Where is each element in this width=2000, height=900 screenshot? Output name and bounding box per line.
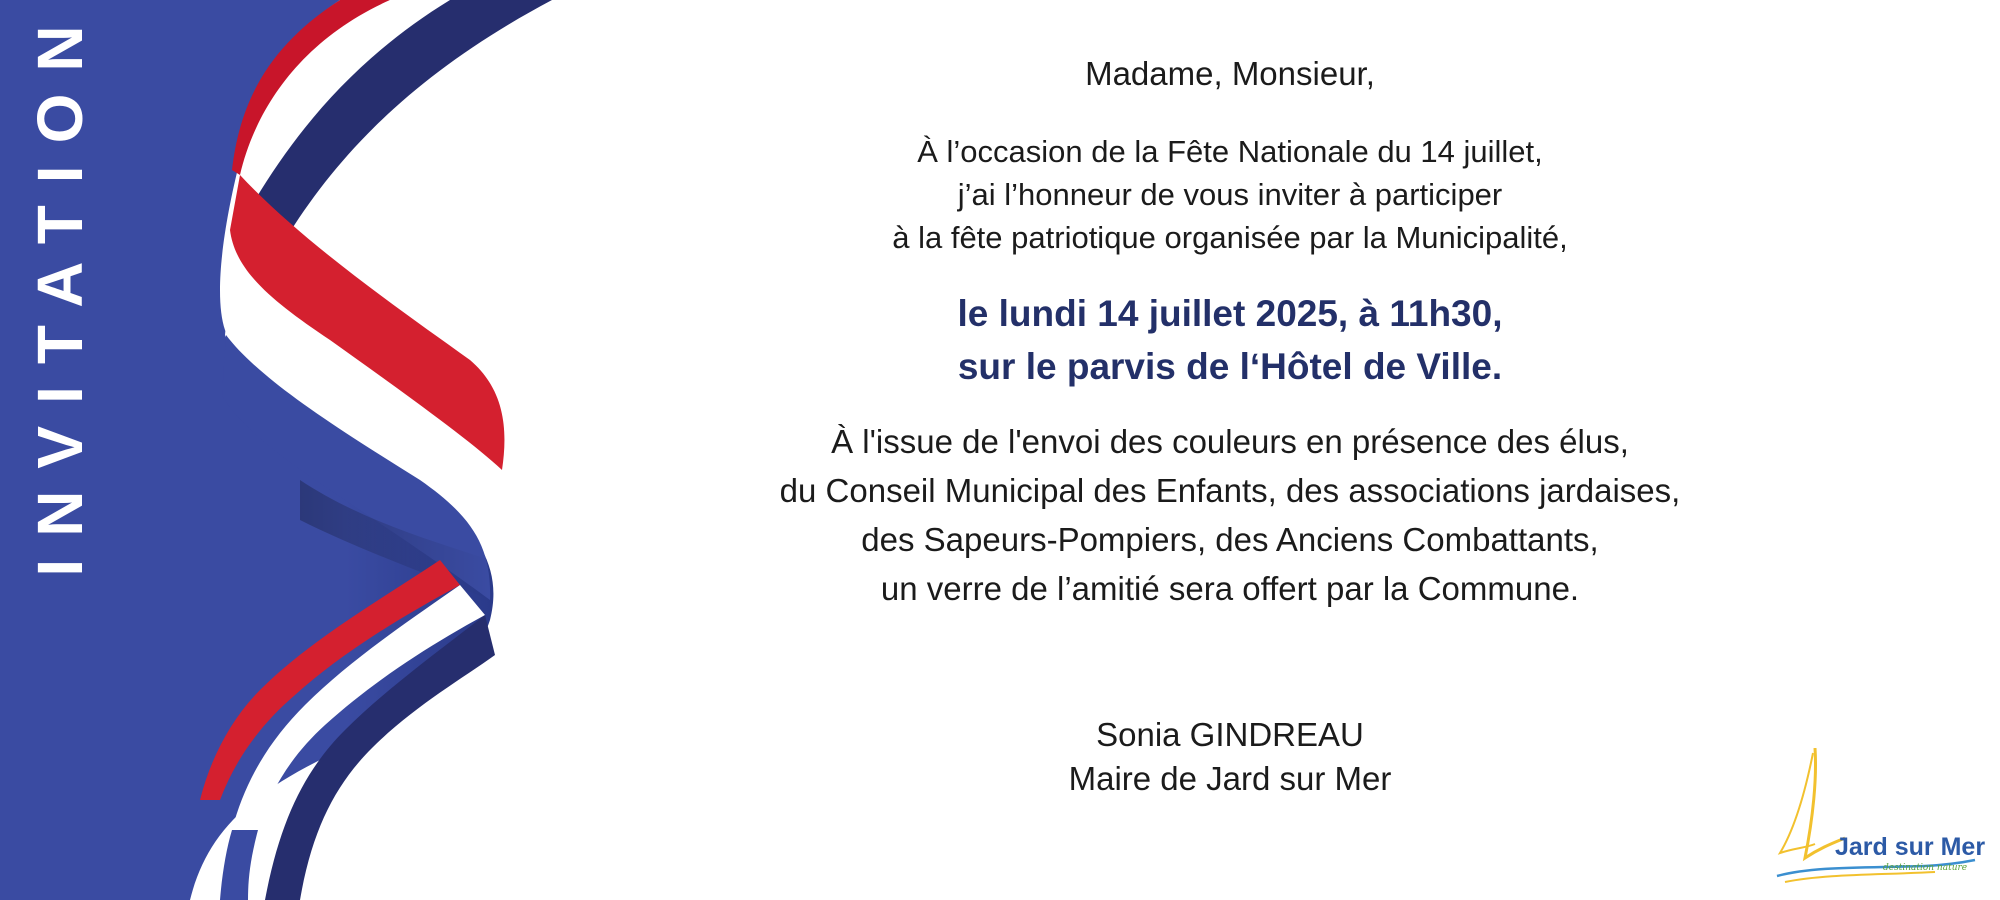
event-date-line: le lundi 14 juillet 2025, à 11h30, — [957, 293, 1503, 334]
jard-sur-mer-logo — [1775, 748, 1990, 888]
details-line: À l'issue de l'envoi des couleurs en présence des élus, — [831, 423, 1629, 460]
details-line: un verre de l’amitié sera offert par la Commune. — [880, 570, 1580, 607]
signatory-name: Sonia GINDREAU — [1096, 716, 1364, 753]
signatory-title: Maire de Jard sur Mer — [1068, 760, 1392, 797]
event-place-line: sur le parvis de l‘Hôtel de Ville. — [957, 346, 1503, 387]
logo-wordmark: Jard sur Mer — [1835, 833, 1986, 861]
event-date-place — [680, 287, 1780, 393]
intro-line: j’ai l’honneur de vous inviter à participer — [957, 177, 1503, 212]
intro-line: à la fête patriotique organisée par la Municipalité, — [892, 220, 1568, 255]
intro-paragraph — [680, 130, 1780, 259]
logo-tagline: destination nature — [1883, 863, 1968, 873]
signature-block — [680, 713, 1780, 801]
invitation-vertical-title: INVITATION — [24, 3, 96, 577]
details-line: du Conseil Municipal des Enfants, des associations jardaises, — [779, 472, 1681, 509]
left-banner-panel — [0, 0, 560, 900]
ribbon-lower-blue-edge — [220, 830, 258, 900]
salutation: Madame, Monsieur, — [1085, 55, 1375, 92]
letter-body — [680, 50, 1780, 801]
details-paragraph — [680, 417, 1780, 613]
intro-line: À l’occasion de la Fête Nationale du 14 juillet, — [917, 134, 1543, 169]
details-line: des Sapeurs-Pompiers, des Anciens Combattants, — [861, 521, 1599, 558]
